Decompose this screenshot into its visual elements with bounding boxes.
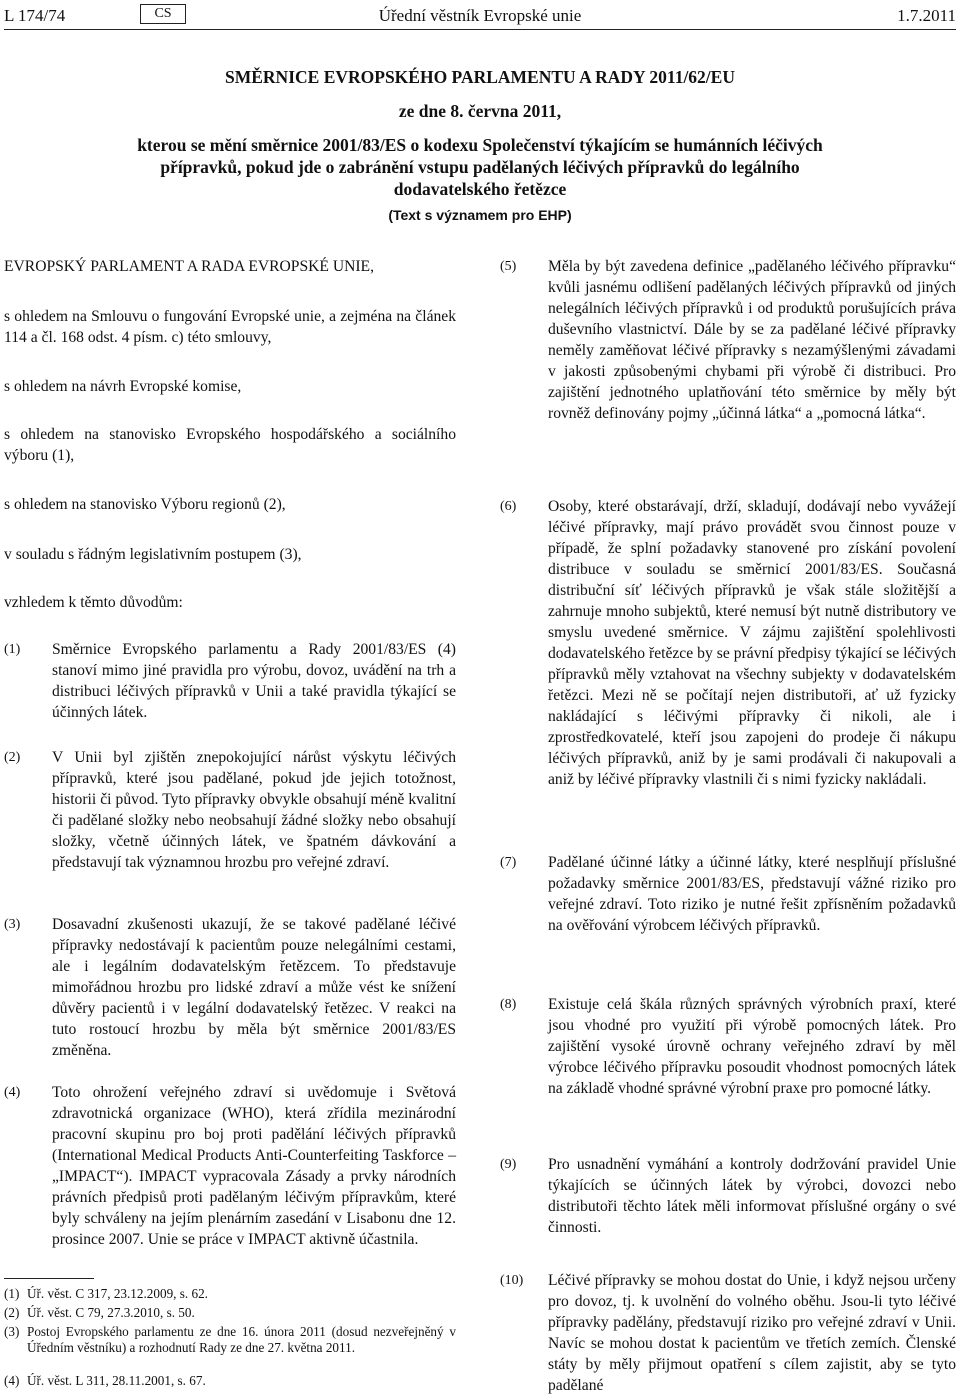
recital-text: Měla by být zavedena definice „padělaného léčivého přípravku“ kvůli jasnému odlišení padělaných léčivých přípravků od jiných nelegálních léčivých přípravků i od produktů porušujících práva duševního vlastnictví. Dále by se za padělané léčivé přípravky neměly zaměňovat léčivé přípravky s nezamýšlenými závadami v jakosti způsobenými chybami při výrobě či distribuci. Pro zajištění jednotného uplatňování této směrnice by měly být rovněž definovány pojmy „účinná látka“ a „pomocná látka“. (548, 258, 956, 422)
preamble-esc-opinion: s ohledem na stanovisko Evropského hospodářského a sociálního výboru (1), (4, 426, 456, 464)
directive-subject-line-1: kterou se mění směrnice 2001/83/ES o kodexu Společenství týkajícím se humánních léčivých (137, 135, 823, 155)
recital-text: Pro usnadnění vymáhání a kontroly dodržování pravidel Unie týkajících se účinných látek by výrobci, dovozci nebo distributoři těchto látek měli informovat příslušné orgány o své činnosti. (548, 1156, 956, 1236)
directive-subject-line-2: přípravků, pokud jde o zabránění vstupu padělaných léčivých přípravků do legálního (160, 157, 800, 177)
recital-number: (6) (500, 499, 517, 514)
recital-number: (5) (500, 259, 517, 274)
footnote-text: Úř. věst. C 79, 27.3.2010, s. 50. (27, 1305, 195, 1320)
footnote (4, 1305, 456, 1321)
recital (500, 496, 956, 790)
recital-text: Dosavadní zkušenosti ukazují, že se takové padělané léčivé přípravky nedostávají k pacientům pouze nelegálními cestami, ale i legálním dodavatelským řetězcem. To představuje mimořádnou hrozbu pro lidské zdraví a může vést ke snížení důvěry pacientů i v legální dodavatelský řetězec. V reakci na tuto rostoucí hrozbu by měla být směrnice 2001/83/ES změněna. (52, 916, 456, 1059)
recital-number: (7) (500, 855, 517, 870)
recital (4, 1082, 456, 1250)
recital-text: Existuje celá škála různých správných výrobních praxí, které jsou vhodné pro využití při výrobě pomocných látek. Pro zajištění vysoké úrovně ochrany veřejného zdraví by měl výrobce léčivého přípravku posoudit vhodnost pomocných látek na základě vhodné správné výrobní praxe pro pomocné látky. (548, 996, 956, 1097)
footnote (4, 1324, 456, 1356)
language-badge: CS (140, 4, 186, 24)
directive-date: ze dne 8. června 2011, (398, 101, 562, 121)
eea-relevance: (Text s významem pro EHP) (388, 207, 572, 223)
footnote-number: (1) (4, 1286, 20, 1301)
recital-number: (10) (500, 1273, 524, 1288)
preamble-cor-opinion: s ohledem na stanovisko Výboru regionů (2), (4, 496, 286, 513)
footnote-text: Úř. věst. C 317, 23.12.2009, s. 62. (27, 1286, 208, 1301)
preamble-parties: EVROPSKÝ PARLAMENT A RADA EVROPSKÉ UNIE, (4, 258, 374, 275)
preamble-proposal: s ohledem na návrh Evropské komise, (4, 378, 242, 395)
recital-number: (2) (4, 750, 21, 765)
recital-text: Osoby, které obstarávají, drží, skladují, dodávají nebo vyvážejí léčivé přípravky, mají právo provádět svou činnost pouze v případě, že splní požadavky stanovené pro získání povolení distribuce v souladu se směrnicí 2001/83/ES. Současná distribuční síť léčivých přípravků je však stále složitější a zahrnuje mnoho subjektů, které nemusí být nutně distributory ve smyslu uvedené směrnice. V zájmu zajištění spolehlivosti dodavatelského řetězce by se právní předpisy týkající se léčivých přípravků měly vztahovat na všechny subjekty v dodavatelském řetězci. Mezi ně se počítají nejen distributoři, ať už fyzicky nakládající s léčivými přípravky či nikoli, ale i zprostředkovatelé, kteří jsou zapojeni do prodeje či nákupu léčivých přípravků, aniž by je sami prodávali či nakupovali a aniž by léčivé přípravky vlastnili či s nimi fyzicky nakládali. (548, 498, 956, 788)
preamble-procedure: v souladu s řádným legislativním postupem (3), (4, 546, 302, 563)
recital-number: (9) (500, 1157, 517, 1172)
recital-text: Padělané účinné látky a účinné látky, které nesplňují příslušné požadavky směrnice 2001/83/ES, představují vážné riziko pro veřejné zdraví. Toto riziko je nutné řešit zpřísněním požadavků na ověřování výrobcem léčivých přípravků. (548, 854, 956, 934)
page-reference: L 174/74 (4, 6, 66, 25)
recital-number: (1) (4, 642, 21, 657)
recital (500, 1270, 956, 1396)
recital-text: Toto ohrožení veřejného zdraví si uvědomuje i Světová zdravotnická organizace (WHO), která zřídila mezinárodní pracovní skupinu pro boj proti padělání léčivých přípravků (International Medical Products Anti-Counterfeiting Taskforce – „IMPACT“). IMPACT vypracovala Zásady a prvky národních právních předpisů proti padělaným léčivým přípravkům, které byly schváleny na jejím plenárním zasedání v Lisabonu dne 12. prosince 2007. Unie se práce v IMPACT aktivně účastnila. (52, 1084, 456, 1248)
recital (4, 747, 456, 873)
recital-text: V Unii byl zjištěn znepokojující nárůst výskytu léčivých přípravků, které jsou padělané, pokud jde jejich totožnost, historii či původ. Tyto přípravky obvykle obsahují méně kvalitní či padělané složky nebo neobsahují žádné složky nebo obsahují složky, včetně účinných látek, ve špatném dávkování a představují tak významnou hrozbu pro veřejné zdraví. (52, 749, 456, 871)
footnote (4, 1286, 456, 1302)
footnote-divider (4, 1278, 94, 1279)
directive-subject-line-3: dodavatelského řetězce (393, 179, 567, 199)
recital-text: Léčivé přípravky se mohou dostat do Unie, i když nejsou určeny pro dovoz, tj. k uvolnění do volného oběhu. Jsou-li tyto léčivé přípravky padělány, představují riziko pro veřejné zdraví v Unii. Navíc se mohou dostat k pacientům ve třetích zemích. Členské státy by měly přijmout opatření s cílem zajistit, aby se tyto padělané (548, 1272, 956, 1394)
recital-number: (3) (4, 917, 21, 932)
page-header (4, 4, 956, 26)
directive-title: SMĚRNICE EVROPSKÉHO PARLAMENTU A RADY 2011/62/EU (225, 67, 735, 87)
recital-number: (8) (500, 997, 517, 1012)
footnote (4, 1373, 456, 1389)
preamble-whereas: vzhledem k těmto důvodům: (4, 594, 183, 611)
left-column (4, 256, 456, 1266)
recital (500, 1154, 956, 1238)
recital (500, 256, 956, 424)
recital (500, 852, 956, 936)
footnote-number: (2) (4, 1305, 20, 1320)
preamble-treaty: s ohledem na Smlouvu o fungování Evropské unie, a zejména na článek 114 a čl. 168 odst. 4 písm. c) této smlouvy, (4, 308, 456, 346)
journal-name: Úřední věstník Evropské unie (378, 6, 582, 25)
recital (4, 639, 456, 723)
recital-number: (4) (4, 1085, 21, 1100)
publication-date: 1.7.2011 (897, 6, 956, 25)
footnote-number: (4) (4, 1373, 20, 1388)
recital (500, 994, 956, 1099)
footnote-text: Úř. věst. L 311, 28.11.2001, s. 67. (27, 1373, 206, 1388)
recital (4, 914, 456, 1061)
right-column (500, 256, 956, 1394)
footnote-number: (3) (4, 1324, 20, 1339)
recital-text: Směrnice Evropského parlamentu a Rady 2001/83/ES (4) stanoví mimo jiné pravidla pro výrobu, dovoz, uvádění na trh a distribuci léčivých přípravků v Unii a také pravidla týkající se účinných látek. (52, 641, 456, 721)
header-divider (4, 29, 956, 30)
footnote-text: Postoj Evropského parlamentu ze dne 16. února 2011 (dosud nezveřejněný v Úředním věstníku) a rozhodnutí Rady ze dne 27. května 2011. (27, 1324, 456, 1355)
